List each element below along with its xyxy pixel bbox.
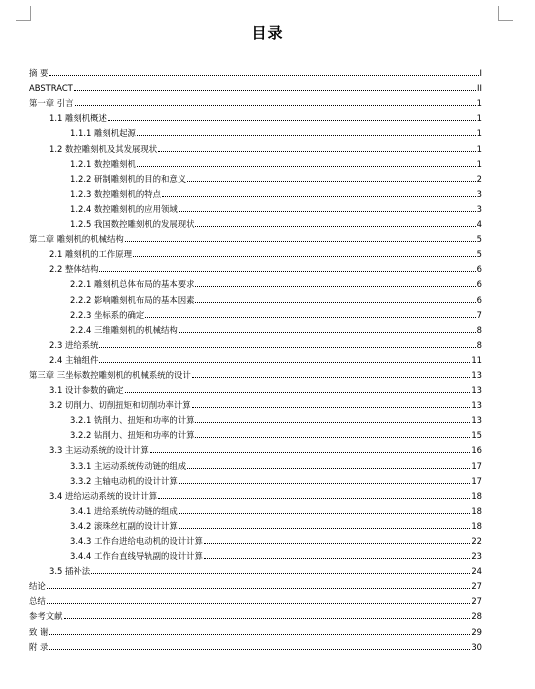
toc-dot-leader [192,377,471,378]
toc-entry-page-number: 6 [476,279,482,290]
toc-entry-label: 1.2 数控雕刻机及其发展现状 [49,143,158,154]
toc-entry[interactable] [29,440,482,455]
toc-dot-leader [99,362,470,363]
toc-entry[interactable] [29,455,482,470]
toc-dot-leader [179,528,471,529]
toc-dot-leader [195,437,470,438]
toc-entry[interactable] [29,78,482,93]
toc-entry[interactable] [29,561,482,576]
toc-dot-leader [204,543,470,544]
toc-entry-page-number: 1 [476,143,482,154]
toc-entry[interactable] [29,305,482,320]
toc-entry[interactable] [29,471,482,486]
toc-entry-page-number: 18 [471,520,482,531]
toc-entry-page-number: 18 [471,490,482,501]
toc-entry-page-number: 13 [471,369,482,380]
toc-entry[interactable] [29,199,482,214]
toc-entry[interactable] [29,637,482,652]
toc-entry[interactable] [29,410,482,425]
toc-entry[interactable] [29,591,482,606]
toc-entry[interactable] [29,274,482,289]
toc-entry[interactable] [29,516,482,531]
toc-entry-page-number: 3 [476,188,482,199]
toc-entry-label: 3.2 切削力、切削扭矩和切削功率计算 [49,400,191,411]
toc-entry-label: 2.2.4 三维雕刻机的机械结构 [70,324,178,335]
toc-entry-label: 1.2.4 数控雕刻机的应用领域 [70,203,178,214]
toc-entry-label: 3.3 主运动系统的设计计算 [49,445,149,456]
toc-dot-leader [49,649,470,650]
toc-entry[interactable] [29,531,482,546]
toc-entry-label: 2.2 整体结构 [49,264,99,275]
toc-dot-leader [125,392,471,393]
toc-entry-label: 附 录 [29,641,49,652]
toc-entry-label: 2.4 主轴组件 [49,354,99,365]
toc-dot-leader [99,271,475,272]
toc-dot-leader [192,407,471,408]
toc-dot-leader [179,211,476,212]
toc-entry-page-number: 1 [476,98,482,109]
toc-dot-leader [179,483,471,484]
toc-entry-label: 1.1.1 雕刻机起源 [70,128,136,139]
toc-entry-label: 3.4 进给运动系统的设计计算 [49,490,158,501]
toc-entry-label: 3.3.1 主运动系统传动链的组成 [70,460,187,471]
toc-dot-leader [204,558,470,559]
toc-dot-leader [137,135,476,136]
toc-dot-leader [47,588,471,589]
toc-dot-leader [158,151,476,152]
toc-entry-page-number: 24 [471,566,482,577]
toc-entry-page-number: 29 [471,626,482,637]
toc-entry-label: ABSTRACT [29,83,73,94]
table-of-contents [29,63,482,652]
toc-dot-leader [133,256,476,257]
toc-entry-label: 2.3 进给系统 [49,339,99,350]
toc-entry-label: 2.2.3 坐标系的确定 [70,309,145,320]
toc-dot-leader [162,196,476,197]
toc-entry-page-number: 4 [476,219,482,230]
toc-dot-leader [179,513,471,514]
toc-dot-leader [75,105,476,106]
toc-entry[interactable] [29,380,482,395]
toc-entry-label: 1.1 雕刻机概述 [49,113,107,124]
toc-entry[interactable] [29,501,482,516]
toc-entry-label: 1.2.2 研制雕刻机的目的和意义 [70,173,187,184]
toc-entry-page-number: 8 [476,339,482,350]
toc-entry-label: 1.2.5 我国数控雕刻机的发展现状 [70,219,195,230]
toc-entry-label: 3.4.2 滚珠丝杠副的设计计算 [70,520,178,531]
toc-entry[interactable] [29,320,482,335]
toc-entry-label: 3.4.1 进给系统传动链的组成 [70,505,178,516]
toc-entry[interactable] [29,576,482,591]
toc-entry[interactable] [29,350,482,365]
toc-entry[interactable] [29,214,482,229]
toc-dot-leader [49,75,478,76]
toc-dot-leader [195,226,475,227]
toc-entry-page-number: 17 [471,460,482,471]
toc-entry[interactable] [29,229,482,244]
toc-entry-page-number: 1 [476,128,482,139]
toc-entry-label: 第三章 三坐标数控雕刻机的机械系统的设计 [29,369,191,380]
toc-entry[interactable] [29,606,482,621]
toc-entry[interactable] [29,123,482,138]
toc-entry-page-number: 30 [471,641,482,652]
toc-entry-label: 3.2.1 铣削力、扭矩和功率的计算 [70,415,195,426]
toc-dot-leader [187,181,476,182]
toc-dot-leader [195,422,470,423]
toc-entry-label: 3.2.2 钻削力、扭矩和功率的计算 [70,430,195,441]
toc-entry-page-number: 28 [471,611,482,622]
toc-dot-leader [99,347,475,348]
toc-entry[interactable] [29,621,482,636]
toc-dot-leader [125,241,476,242]
toc-entry[interactable] [29,395,482,410]
toc-entry[interactable] [29,244,482,259]
toc-entry-page-number: II [477,83,482,94]
toc-dot-leader [158,498,470,499]
toc-entry-page-number: 1 [476,158,482,169]
toc-entry-page-number: 13 [471,415,482,426]
toc-entry-label: 2.2.2 影响雕刻机布局的基本因素 [70,294,195,305]
toc-entry-page-number: 13 [471,400,482,411]
toc-entry-label: 3.4.4 工作台直线导轨副的设计计算 [70,551,203,562]
toc-entry-page-number: 13 [471,385,482,396]
toc-dot-leader [137,166,476,167]
toc-dot-leader [64,618,471,619]
toc-entry-page-number: 15 [471,430,482,441]
toc-dot-leader [195,286,475,287]
toc-entry-page-number: 1 [476,113,482,124]
toc-entry[interactable] [29,425,482,440]
toc-entry-page-number: 22 [471,536,482,546]
toc-entry-page-number: 11 [471,354,482,365]
toc-dot-leader [195,302,475,303]
toc-entry-page-number: 18 [471,505,482,516]
toc-entry-page-number: 3 [476,203,482,214]
toc-entry-label: 参考文献 [29,611,63,622]
toc-entry-label: 第二章 雕刻机的机械结构 [29,234,124,245]
toc-dot-leader [49,634,470,635]
toc-entry-page-number: 6 [476,264,482,275]
toc-dot-leader [145,317,475,318]
toc-dot-leader [91,573,470,574]
toc-entry[interactable] [29,335,482,350]
toc-dot-leader [47,603,471,604]
toc-dot-leader [150,452,471,453]
toc-entry-label: 1.2.3 数控雕刻机的特点 [70,188,161,199]
toc-dot-leader [108,120,476,121]
toc-entry[interactable] [29,63,482,78]
toc-entry-page-number: 7 [476,309,482,320]
toc-entry-label: 第一章 引言 [29,98,74,109]
toc-entry-page-number: 2 [476,173,482,184]
toc-entry-label: 3.1 设计参数的确定 [49,385,124,396]
toc-entry-page-number: 23 [471,551,482,562]
toc-entry-label: 摘 要 [29,68,49,79]
toc-entry[interactable] [29,108,482,123]
toc-entry-label: 2.1 雕刻机的工作原理 [49,249,132,260]
toc-entry-page-number: 8 [476,324,482,335]
toc-entry-page-number: 16 [471,445,482,456]
toc-entry-page-number: 5 [476,234,482,245]
toc-entry[interactable] [29,154,482,169]
page-corner-mark-top-left [16,6,31,21]
toc-entry-page-number: 17 [471,475,482,486]
toc-entry-page-number: 5 [476,249,482,260]
toc-entry-label: 3.3.2 主轴电动机的设计计算 [70,475,178,486]
toc-title: 目录 [251,24,284,42]
toc-entry-label: 1.2.1 数控雕刻机 [70,158,136,169]
toc-entry[interactable] [29,486,482,501]
toc-entry-label: 3.5 插补法 [49,566,91,577]
toc-dot-leader [179,332,476,333]
toc-entry[interactable] [29,546,482,561]
toc-entry[interactable] [29,365,482,380]
toc-entry-label: 结论 [29,581,46,592]
toc-entry[interactable] [29,138,482,153]
toc-entry[interactable] [29,289,482,304]
toc-entry-page-number: 27 [471,581,482,592]
toc-entry-label: 2.2.1 雕刻机总体布局的基本要求 [70,279,195,290]
toc-dot-leader [74,90,476,91]
toc-entry[interactable] [29,93,482,108]
toc-entry[interactable] [29,259,482,274]
toc-entry-label: 致 谢 [29,626,49,637]
page-corner-mark-top-right [498,6,513,21]
toc-dot-leader [187,468,470,469]
toc-entry-label: 总结 [29,596,46,607]
toc-entry[interactable] [29,169,482,184]
toc-entry-page-number: I [479,68,482,79]
toc-entry[interactable] [29,184,482,199]
toc-entry-page-number: 27 [471,596,482,607]
toc-entry-page-number: 6 [476,294,482,305]
toc-entry-label: 3.4.3 工作台进给电动机的设计计算 [70,536,203,546]
